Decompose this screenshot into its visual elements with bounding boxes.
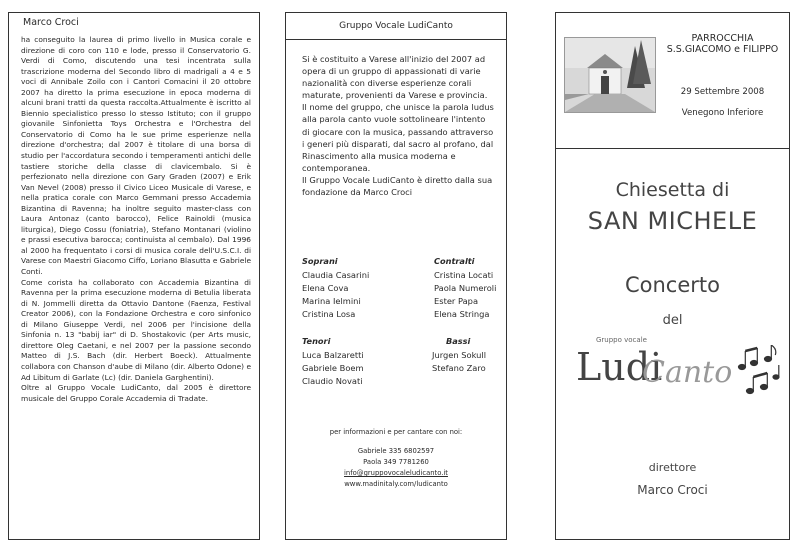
cover-panel — [555, 12, 790, 540]
church-photo — [564, 37, 656, 113]
basso-name: Jurgen Sokull — [432, 350, 486, 360]
music-notes-icon — [736, 345, 782, 401]
contact-phone: Paola 349 7781260 — [363, 458, 429, 466]
contralto-name: Elena Stringa — [434, 309, 490, 319]
parish-name: PARROCCHIA S.S.GIACOMO e FILIPPO — [666, 33, 779, 55]
contact-website[interactable]: www.madinitaly.com/ludicanto — [344, 480, 448, 488]
tenore-name: Luca Balzaretti — [302, 350, 364, 360]
bassi-heading: Bassi — [446, 336, 471, 346]
divider — [556, 148, 789, 149]
contralto-name: Cristina Locati — [434, 270, 494, 280]
director-label: direttore — [648, 461, 697, 474]
soprano-name: Cristina Losa — [302, 309, 356, 319]
concert-title: Concerto — [624, 273, 720, 297]
soprano-name: Claudia Casarini — [302, 270, 370, 280]
venue-name: SAN MICHELE — [587, 207, 758, 235]
tenori-heading: Tenori — [302, 336, 331, 346]
logo-ludi-text: Ludi — [576, 345, 663, 389]
contralti-heading: Contralti — [434, 256, 475, 266]
contralto-name: Paola Numeroli — [434, 283, 497, 293]
bio-paragraph-2: Come corista ha collaborato con Accademia Bizantina di Ravenna per la prima esecuzione moderna di Betulia liberata di N. Jommelli diretta da Ottavio Dantone (Faenza, Festival Creator 2006), con la Fondazione Orchestra e coro sinfonico di Milano Giuseppe Verdi, nel 2006 per l'incisione della Sinfonia n. 13 "babij iar" di D. Shostakovic (per Arts music, direttore Oleg Caetani, e nel 2007 per la passione secondo Matteo di J.S. Bach (dir. Herbert Boeck). Attualmente collabora con Chanson d'aube di Milano (dir. Alberto Odone) e Ad Libitum di Garlate (Lc) (dir. Daniela Garghentini). — [21, 277, 251, 382]
logo-small-text: Gruppo vocale — [596, 336, 647, 344]
description-text: Si è costituito a Varese all'inizio del 2007 ad opera di un gruppo di appassionati di varie nazionalità con diverse esperienze corali maturate, provenienti da Varese e provincia. Il nome del gruppo, che unisce la parola ludus alla parola canto vuole sottolineare l'intento di giocare con la musica, passando attraverso i generi più disparati, dal sacro al profano, dal Rinascimento alla musica moderna e contemporanea. — [302, 54, 494, 173]
basso-name: Stefano Zaro — [432, 363, 486, 373]
contact-email[interactable] — [286, 468, 506, 479]
contralto-name: Ester Papa — [434, 296, 479, 306]
soprano-name: Elena Cova — [302, 283, 349, 293]
contact-intro: per informazioni e per cantare con noi: — [329, 428, 463, 436]
bio-text — [21, 35, 251, 404]
logo-canto-text: Canto — [642, 355, 733, 390]
bio-paragraph-3: Oltre al Gruppo Vocale LudiCanto, dal 2005 è direttore musicale del Gruppo Corale Accademia di Tradate. — [21, 383, 251, 403]
director-name: Marco Croci — [637, 483, 708, 497]
email-link[interactable]: info@gruppovocaleludicanto.it — [344, 469, 448, 477]
del-label: del — [662, 313, 683, 328]
bio-title: Marco Croci — [23, 17, 79, 28]
group-panel — [285, 12, 507, 540]
soprani-heading: Soprani — [302, 256, 338, 266]
venue-label: Chiesetta di — [615, 179, 730, 201]
ludicanto-logo — [576, 345, 786, 405]
group-description — [302, 53, 494, 198]
director-note: Il Gruppo Vocale LudiCanto è diretto dalla sua fondazione da Marco Croci — [302, 174, 493, 198]
tenore-name: Claudio Novati — [302, 376, 363, 386]
bio-panel — [8, 12, 260, 540]
group-title: Gruppo Vocale LudiCanto — [339, 21, 453, 31]
concert-town: Venegono Inferiore — [681, 108, 764, 118]
soprano-name: Marina Ielmini — [302, 296, 361, 306]
tenore-name: Gabriele Boem — [302, 363, 364, 373]
divider — [286, 39, 506, 40]
contact-phone: Gabriele 335 6802597 — [357, 447, 435, 455]
concert-date: 29 Settembre 2008 — [680, 87, 765, 97]
bio-paragraph-1: ha conseguito la laurea di primo livello in Musica corale e direzione di coro con 110 e lode, presso il Conservatorio G. Verdi di Como, discutendo una tesi incentrata sulla trascrizione moderna del Secondo libro di madrigali a 4 e 5 voci di Annibale Zoilo con i Cantori Comacini il 20 ottobre 2007 ha diretto la prima esecuzione in epoca moderna di alcuni brani tratti da questa raccolta.Attualmente è iscritto al Biennio specialistico presso lo stesso Istituto; con il gruppo giovanile Sinfonietta Toys Orchestra e l'Orchestra del Conservatorio di Como ha le sue prime esperienze nella direzione d'orchestra; dal 2007 è titolare di una borsa di studio per l'accordatura secondo i temperamenti antichi delle tastiere storiche della classe di clavicembalo. Si è perfezionato nella direzione con Gary Graden (2007) e Erik Van Nevel (2008) presso il Civico Liceo Musicale di Varese, e nella pratica corale con Marco Gemmani presso Accademia Bizantina di Ravenna; ha inoltre seguito master-class con Laura Antonaz (canto barocco), Felice Rainoldi (musica liturgica), Diego Cossu (foniatria), Stefano Montanari (violino e prassi esecutiva barocca; continuista al cembalo). Dal 1996 al 2000 ha frequentato i corsi di musica corale dell'U.S.C.I. di Varese con Maestri Giacomo Ciffo, Loriano Blasutta e Gabriele Conti. — [21, 35, 251, 277]
